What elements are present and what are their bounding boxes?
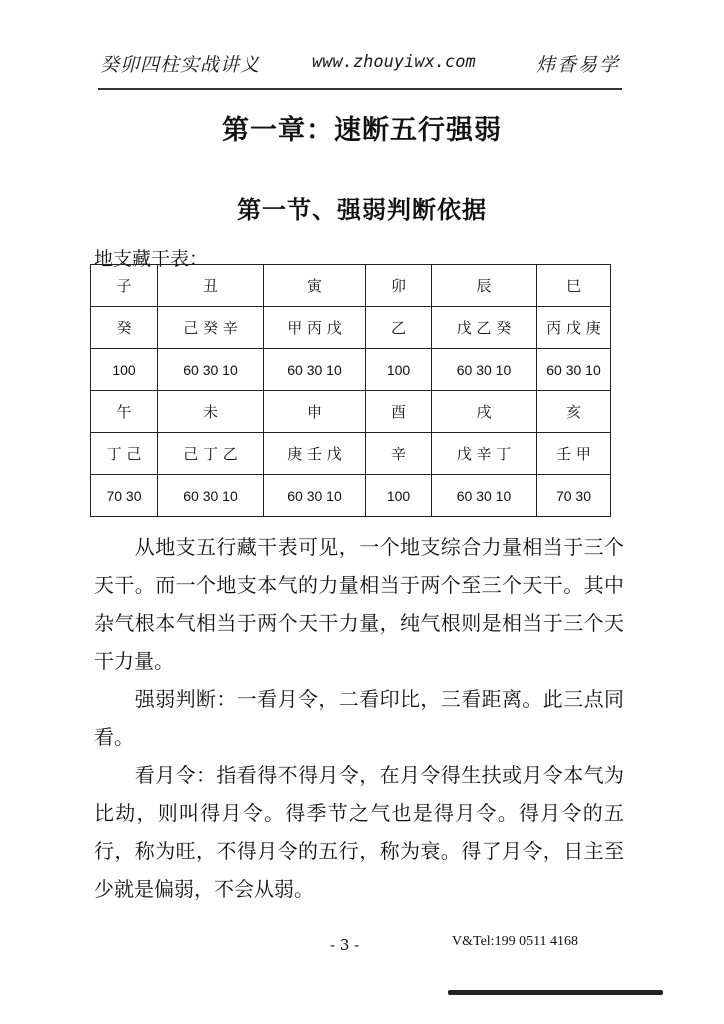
table-cell: 辛: [366, 433, 432, 475]
table-cell: 卯: [366, 265, 432, 307]
table-row: [91, 391, 611, 433]
table-cell: 子: [91, 265, 158, 307]
table-cell: 壬 甲: [537, 433, 611, 475]
table-cell: 60 30 10: [537, 349, 611, 391]
table-cell: 100: [366, 349, 432, 391]
table-cell: 戊 辛 丁: [432, 433, 537, 475]
paragraph-2: 强弱判断：一看月令，二看印比，三看距离。此三点同看。: [94, 687, 624, 749]
table-cell: 丙 戊 庚: [537, 307, 611, 349]
table-cell: 60 30 10: [432, 475, 537, 517]
table-cell: 庚 壬 戊: [264, 433, 366, 475]
header-website-url: www.zhouyiwx.com: [312, 52, 476, 72]
table-row: [91, 349, 611, 391]
table-cell: 60 30 10: [264, 475, 366, 517]
table-cell: 70 30: [537, 475, 611, 517]
table-cell: 乙: [366, 307, 432, 349]
table-cell: 60 30 10: [158, 475, 264, 517]
table-cell: 100: [366, 475, 432, 517]
table-row: [91, 433, 611, 475]
table-cell: 70 30: [91, 475, 158, 517]
table-cell: 60 30 10: [264, 349, 366, 391]
table-cell: 癸: [91, 307, 158, 349]
page-number: - 3 -: [330, 936, 360, 954]
table-cell: 辰: [432, 265, 537, 307]
table-cell: 戊 乙 癸: [432, 307, 537, 349]
table-cell: 戌: [432, 391, 537, 433]
table-cell: 丁 己: [91, 433, 158, 475]
table-row: [91, 475, 611, 517]
header-rule: [98, 88, 622, 90]
page-header: [100, 50, 620, 80]
paragraph-1: 从地支五行藏干表可见，一个地支综合力量相当于三个天干。而一个地支本气的力量相当于两个至三个天干。其中杂气根本气相当于两个天干力量，纯气根则是相当于三个天干力量。: [94, 535, 624, 673]
table-cell: 己 丁 乙: [158, 433, 264, 475]
paragraph-3: 看月令：指看得不得月令，在月令得生扶或月令本气为比劫，则叫得月令。得季节之气也是得月令。得月令的五行，称为旺，不得月令的五行，称为衰。得了月令，日主至少就是偏弱，不会从弱。: [94, 763, 624, 901]
table-cell: 己 癸 辛: [158, 307, 264, 349]
table-cell: 未: [158, 391, 264, 433]
table-cell: 甲 丙 戊: [264, 307, 366, 349]
table-row: [91, 307, 611, 349]
table-cell: 60 30 10: [432, 349, 537, 391]
header-course-title: 癸卯四柱实战讲义: [100, 54, 261, 76]
table-label: 地支藏干表：: [94, 248, 209, 270]
chapter-title: 第一章：速断五行强弱: [222, 115, 502, 146]
hidden-stems-table: [90, 264, 611, 517]
section-title: 第一节、强弱判断依据: [237, 195, 487, 224]
table-cell: 申: [264, 391, 366, 433]
table-cell: 寅: [264, 265, 366, 307]
table-row: [91, 265, 611, 307]
footer-rule: [448, 990, 663, 995]
table-cell: 午: [91, 391, 158, 433]
table-cell: 亥: [537, 391, 611, 433]
table-cell: 100: [91, 349, 158, 391]
table-cell: 巳: [537, 265, 611, 307]
table-cell: 丑: [158, 265, 264, 307]
table-cell: 酉: [366, 391, 432, 433]
contact-phone: V&Tel:199 0511 4168: [452, 934, 579, 949]
table-cell: 60 30 10: [158, 349, 264, 391]
header-brand: 炜香易学: [535, 54, 620, 76]
